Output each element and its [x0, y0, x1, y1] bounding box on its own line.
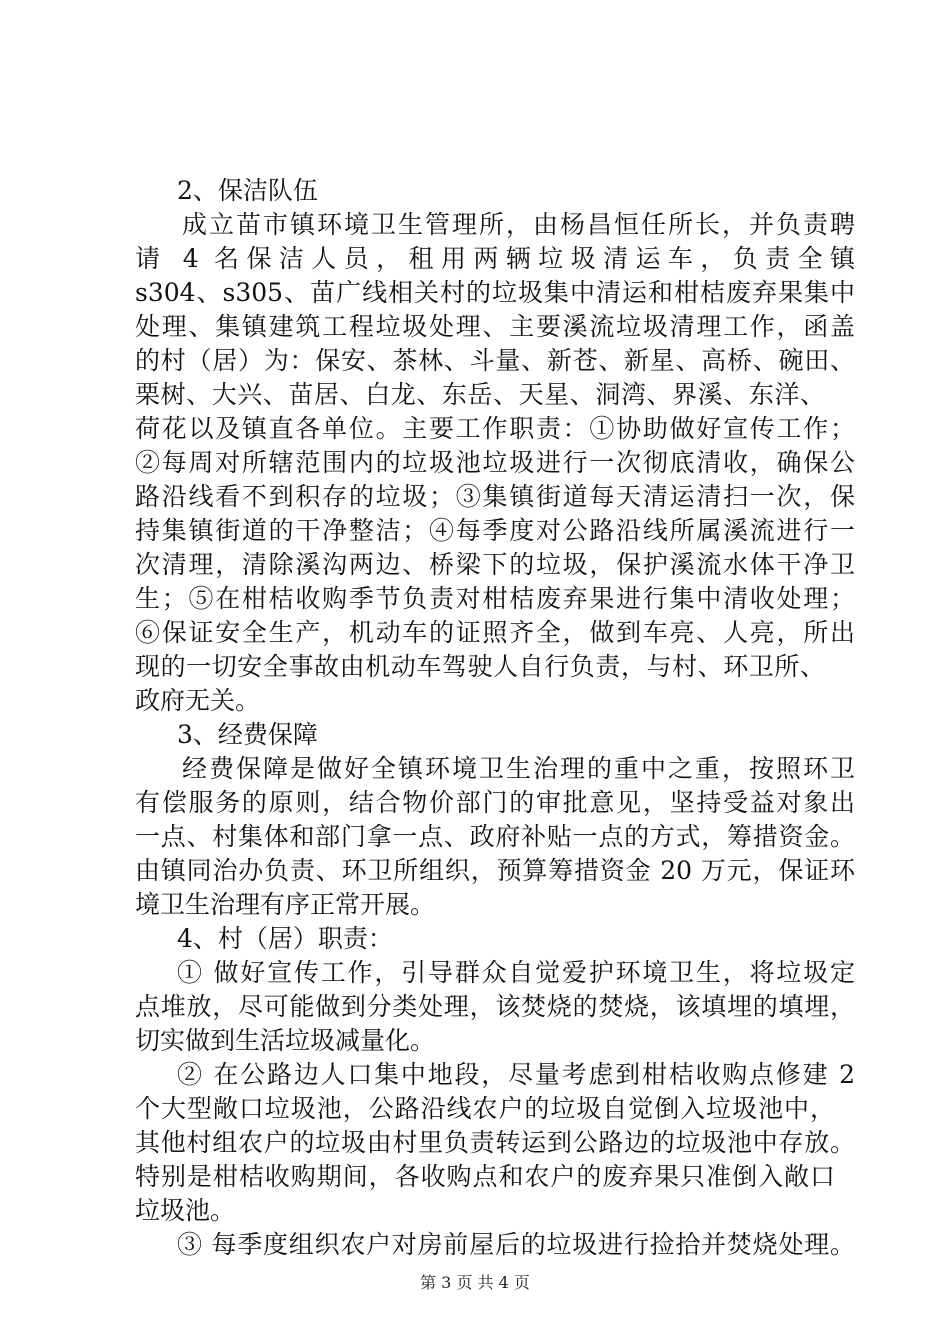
- paragraph-line: 成立苗市镇环境卫生管理所，由杨昌恒任所长，并负责聘: [182, 210, 855, 239]
- paragraph-line: 经费保障是做好全镇环境卫生治理的重中之重，按照环卫: [182, 754, 855, 783]
- paragraph-line: ③ 每季度组织农户对房前屋后的垃圾进行捡拾并焚烧处理。: [177, 1230, 855, 1259]
- heading-cleaning-team: 2、保洁队伍: [177, 176, 318, 205]
- paragraph-line: 处理、集镇建筑工程垃圾处理、主要溪流垃圾清理工作，函盖: [135, 312, 855, 341]
- paragraph-line: ① 做好宣传工作，引导群众自觉爱护环境卫生，将垃圾定: [177, 958, 855, 987]
- paragraph-line: 次清理，清除溪沟两边、桥梁下的垃圾，保护溪流水体干净卫: [135, 550, 855, 579]
- paragraph-line: ②每周对所辖范围内的垃圾池垃圾进行一次彻底清收，确保公: [135, 448, 855, 477]
- paragraph-line: ② 在公路边人口集中地段，尽量考虑到柑桔收购点修建 2: [177, 1060, 855, 1089]
- heading-funding: 3、经费保障: [177, 720, 318, 749]
- paragraph-line: 有偿服务的原则，结合物价部门的审批意见，坚持受益对象出: [135, 788, 855, 817]
- paragraph-line: 现的一切安全事故由机动车驾驶人自行负责，与村、环卫所、: [135, 652, 825, 681]
- paragraph-line: 特别是柑桔收购期间，各收购点和农户的废弃果只准倒入敞口: [135, 1162, 835, 1191]
- paragraph-line: 境卫生治理有序正常开展。: [135, 890, 436, 919]
- paragraph-line: 个大型敞口垃圾池，公路沿线农户的垃圾自觉倒入垃圾池中，: [135, 1094, 835, 1123]
- paragraph-line: 栗树、大兴、苗居、白龙、东岳、天星、洞湾、界溪、东洋、: [135, 380, 825, 409]
- paragraph-line: 点堆放，尽可能做到分类处理，该焚烧的焚烧，该填埋的填埋，: [135, 992, 855, 1021]
- paragraph-line: 切实做到生活垃圾减量化。: [135, 1026, 436, 1055]
- paragraph-line: ⑥保证安全生产，机动车的证照齐全，做到车亮、人亮，所出: [135, 618, 855, 647]
- paragraph-line: 一点、村集体和部门拿一点、政府补贴一点的方式，筹措资金。: [135, 822, 855, 851]
- paragraph-line: 由镇同治办负责、环卫所组织，预算筹措资金 20 万元，保证环: [135, 856, 855, 885]
- paragraph-line: 垃圾池。: [135, 1196, 236, 1225]
- paragraph-line: 的村（居）为：保安、茶林、斗量、新苍、新星、高桥、碗田、: [135, 346, 855, 375]
- heading-village-duties: 4、村（居）职责：: [177, 924, 393, 953]
- paragraph-line: 生；⑤在柑桔收购季节负责对柑桔废弃果进行集中清收处理；: [135, 584, 855, 613]
- paragraph-line: 政府无关。: [135, 686, 261, 715]
- paragraph-line: 荷花以及镇直各单位。主要工作职责：①协助做好宣传工作；: [135, 414, 855, 443]
- paragraph-line: 其他村组农户的垃圾由村里负责转运到公路边的垃圾池中存放。: [135, 1128, 855, 1157]
- paragraph-line: 请 4 名保洁人员，租用两辆垃圾清运车，负责全镇: [135, 244, 855, 273]
- paragraph-line: 路沿线看不到积存的垃圾；③集镇街道每天清运清扫一次，保: [135, 482, 855, 511]
- page-footer: 第 3 页 共 4 页: [420, 1273, 530, 1292]
- paragraph-line: 持集镇街道的干净整洁；④每季度对公路沿线所属溪流进行一: [135, 516, 855, 545]
- paragraph-line: s304、s305、苗广线相关村的垃圾集中清运和柑桔废弃果集中: [135, 278, 855, 307]
